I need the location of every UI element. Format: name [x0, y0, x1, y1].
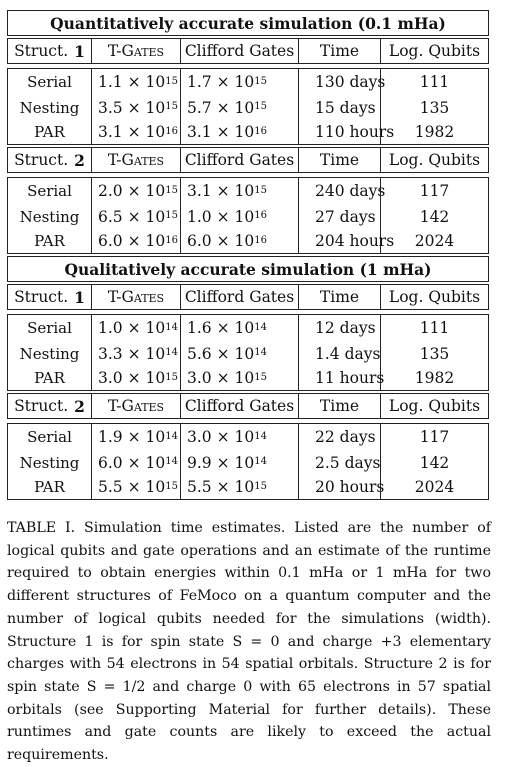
t-gates-cell: 6.0 × 10 $^{16}$: [91, 229, 180, 253]
table-header-row: [7, 284, 489, 310]
time-cell: 110 hours: [298, 120, 380, 144]
clifford-cell: 3.0 × 10 $^{14}$: [180, 424, 298, 450]
clifford-cell: 3.0 × 10 $^{15}$: [180, 366, 298, 390]
qubits-cell: 142: [380, 450, 488, 475]
qubits-cell: 117: [380, 424, 488, 450]
time-header: Time: [298, 39, 380, 63]
section-title: Qualitatively accurate simulation (1 mHa): [7, 256, 489, 282]
t-gates-cell: 3.0 × 10 $^{15}$: [91, 366, 180, 390]
method-cell: PAR: [34, 478, 65, 496]
t-gates-header: T-Gates: [91, 39, 180, 63]
table-row: [7, 314, 489, 341]
clifford-cell: 3.1 × 10 $^{15}$: [180, 178, 298, 204]
time-header: Time: [298, 285, 380, 309]
method-cell: Nesting: [19, 453, 80, 472]
method-cell: Serial: [27, 182, 72, 200]
table-row: [7, 95, 489, 120]
clifford-cell: 3.1 × 10 $^{16}$: [180, 120, 298, 144]
t-gates-cell: 3.1 × 10 $^{16}$: [91, 120, 180, 144]
qubits-cell: 1982: [380, 366, 488, 390]
clifford-header: Clifford Gates: [180, 148, 298, 172]
method-cell: Nesting: [19, 344, 80, 363]
qubits-header: Log. Qubits: [380, 285, 488, 309]
method-cell: Serial: [27, 319, 72, 337]
time-header: Time: [298, 148, 380, 172]
table-header-row: [7, 38, 489, 64]
table-row: [7, 341, 489, 366]
method-cell: Serial: [27, 73, 72, 91]
time-cell: 12 days: [298, 315, 380, 341]
struct-header: Struct. 2: [14, 396, 85, 416]
qubits-cell: 142: [380, 204, 488, 229]
clifford-cell: 9.9 × 10 $^{14}$: [180, 450, 298, 475]
t-gates-cell: 2.0 × 10 $^{15}$: [91, 178, 180, 204]
qubits-header: Log. Qubits: [380, 148, 488, 172]
table-caption: TABLE I. Simulation time estimates. Listed are the number of logical qubits and gate operations and an estimate of the runtime required to obtain energies within 0.1 mHa or 1 mHa for two different structures of FeMoco on a quantum computer and the number of logical qubits needed for the simulations (width). Structure 1 is for spin state S = 0 and charge +3 elementary charges with 54 electrons in 54 spatial orbitals. Structure 2 is for spin state S = 1/2 and charge 0 with 65 electrons in 57 spatial orbitals (see Supporting Material for further details). These runtimes and gate counts are likely to exceed the actual requirements.: [7, 520, 491, 764]
time-cell: 22 days: [298, 424, 380, 450]
time-cell: 130 days: [298, 69, 380, 95]
qubits-cell: 2024: [380, 475, 488, 499]
time-cell: 240 days: [298, 178, 380, 204]
section-title: Quantitatively accurate simulation (0.1 mHa): [7, 10, 489, 36]
t-gates-cell: 6.0 × 10 $^{14}$: [91, 450, 180, 475]
qubits-cell: 135: [380, 95, 488, 120]
struct-header: Struct. 2: [14, 150, 85, 170]
time-cell: 204 hours: [298, 229, 380, 253]
struct-header: Struct. 1: [14, 41, 85, 61]
clifford-cell: 5.5 × 10 $^{15}$: [180, 475, 298, 499]
qubits-cell: 2024: [380, 229, 488, 253]
qubits-cell: 117: [380, 178, 488, 204]
clifford-cell: 1.0 × 10 $^{16}$: [180, 204, 298, 229]
table-row: [7, 450, 489, 475]
table-row: [7, 120, 489, 145]
t-gates-cell: 6.5 × 10 $^{15}$: [91, 204, 180, 229]
method-cell: PAR: [34, 123, 65, 141]
table-row: [7, 229, 489, 254]
time-cell: 1.4 days: [298, 341, 380, 366]
time-cell: 11 hours: [298, 366, 380, 390]
clifford-header: Clifford Gates: [180, 394, 298, 418]
t-gates-header: T-Gates: [91, 148, 180, 172]
time-cell: 27 days: [298, 204, 380, 229]
time-header: Time: [298, 394, 380, 418]
table-row: [7, 204, 489, 229]
clifford-cell: 6.0 × 10 $^{16}$: [180, 229, 298, 253]
results-table: [7, 10, 489, 502]
qubits-header: Log. Qubits: [380, 394, 488, 418]
t-gates-cell: 1.1 × 10 $^{15}$: [91, 69, 180, 95]
struct-header: Struct. 1: [14, 287, 85, 307]
qubits-cell: 111: [380, 315, 488, 341]
qubits-cell: 1982: [380, 120, 488, 144]
qubits-header: Log. Qubits: [380, 39, 488, 63]
table-header-row: [7, 147, 489, 173]
table-header-row: [7, 393, 489, 419]
clifford-header: Clifford Gates: [180, 285, 298, 309]
table-row: [7, 366, 489, 391]
qubits-cell: 111: [380, 69, 488, 95]
method-cell: Nesting: [19, 98, 80, 117]
table-row: [7, 423, 489, 450]
clifford-cell: 5.6 × 10 $^{14}$: [180, 341, 298, 366]
clifford-cell: 1.7 × 10 $^{15}$: [180, 69, 298, 95]
table-row: [7, 68, 489, 95]
method-cell: Serial: [27, 428, 72, 446]
t-gates-cell: 3.5 × 10 $^{15}$: [91, 95, 180, 120]
time-cell: 2.5 days: [298, 450, 380, 475]
table-row: [7, 177, 489, 204]
section-quantitative: [7, 10, 489, 254]
t-gates-cell: 1.9 × 10 $^{14}$: [91, 424, 180, 450]
t-gates-header: T-Gates: [91, 285, 180, 309]
qubits-cell: 135: [380, 341, 488, 366]
method-cell: PAR: [34, 369, 65, 387]
method-cell: PAR: [34, 232, 65, 250]
t-gates-header: T-Gates: [91, 394, 180, 418]
method-cell: Nesting: [19, 207, 80, 226]
t-gates-cell: 3.3 × 10 $^{14}$: [91, 341, 180, 366]
t-gates-cell: 1.0 × 10 $^{14}$: [91, 315, 180, 341]
clifford-cell: 1.6 × 10 $^{14}$: [180, 315, 298, 341]
clifford-cell: 5.7 × 10 $^{15}$: [180, 95, 298, 120]
time-cell: 15 days: [298, 95, 380, 120]
clifford-header: Clifford Gates: [180, 39, 298, 63]
t-gates-cell: 5.5 × 10 $^{15}$: [91, 475, 180, 499]
section-qualitative: [7, 256, 489, 500]
table-row: [7, 475, 489, 500]
time-cell: 20 hours: [298, 475, 380, 499]
